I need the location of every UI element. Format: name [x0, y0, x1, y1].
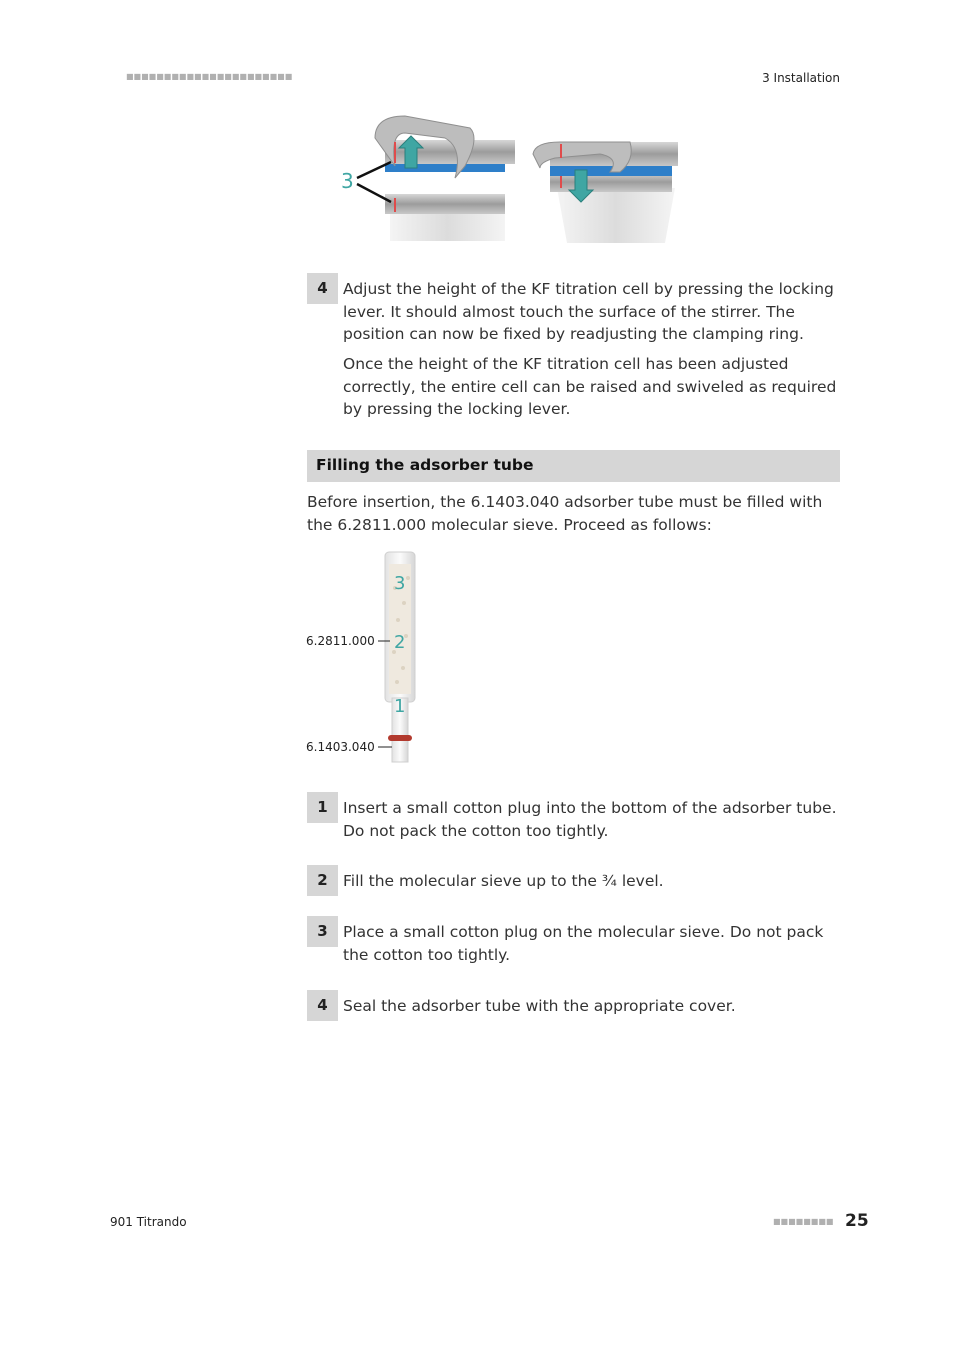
header-decoration: ■■■■■■■■■■■■■■■■■■■■■■ — [126, 72, 293, 81]
step-4-note: Once the height of the KF titration cell has been adjusted correctly, the entire cell can be raised and swiveled as required by pressing the locking lever. — [343, 355, 837, 418]
callout-3: 3 — [394, 573, 406, 594]
step-text: Insert a small cotton plug into the bottom of the adsorber tube. Do not pack the cotton too tightly. — [343, 799, 837, 840]
callout-2: 2 — [394, 632, 406, 653]
label-molecular-sieve: 6.2811.000 — [306, 634, 375, 648]
footer-decoration: ■■■■■■■■ — [773, 1217, 834, 1226]
step-number: 2 — [307, 865, 338, 896]
header-section-title: 3 Installation — [762, 71, 840, 85]
callout-3: 3 — [341, 169, 354, 193]
section-header-bar — [307, 450, 840, 482]
step-number: 1 — [307, 792, 338, 823]
footer-product-name: 901 Titrando — [110, 1215, 187, 1229]
step-number: 3 — [307, 916, 338, 947]
page-number: 25 — [845, 1211, 869, 1231]
step-text: Fill the molecular sieve up to the ¾ level. — [343, 872, 664, 890]
callout-1: 1 — [394, 696, 406, 717]
step-text: Adjust the height of the KF titration cell by pressing the locking lever. It should almost touch the surface of the stirrer. The position can now be fixed by readjusting the clamping ring. — [343, 280, 834, 343]
clamping-ring-figure — [335, 108, 685, 248]
step-number: 4 — [307, 273, 338, 304]
adsorber-tube-figure — [300, 548, 440, 768]
section-title: Filling the adsorber tube — [316, 456, 534, 474]
label-adsorber-tube: 6.1403.040 — [306, 740, 375, 754]
step-text: Seal the adsorber tube with the appropriate cover. — [343, 997, 736, 1015]
step-text: Place a small cotton plug on the molecular sieve. Do not pack the cotton too tightly. — [343, 923, 824, 964]
section-intro: Before insertion, the 6.1403.040 adsorber tube must be filled with the 6.2811.000 molecular sieve. Proceed as follows: — [307, 493, 823, 534]
step-number: 4 — [307, 990, 338, 1021]
